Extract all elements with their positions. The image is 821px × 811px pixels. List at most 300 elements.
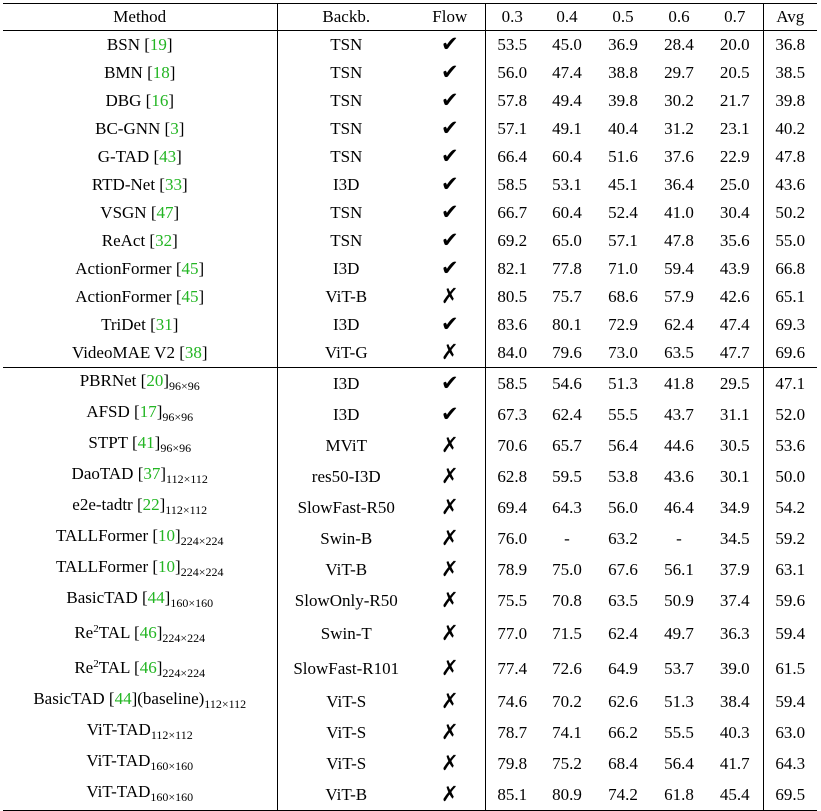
method-cell: TALLFormer $[10]_{224\times 224}$ — [56, 526, 224, 549]
method-cell — [3, 717, 277, 748]
citation-link[interactable]: 44 — [114, 689, 132, 709]
map-value-cell: 28.4 — [664, 35, 694, 55]
check-mark-icon: ✔ — [440, 144, 459, 169]
table-row — [3, 748, 817, 779]
map-value-cell: 38.4 — [719, 691, 750, 711]
map-value-cell: 43.6 — [664, 466, 694, 486]
citation-link[interactable]: 10 — [158, 526, 176, 546]
flow-cell — [415, 748, 485, 779]
flow-cell — [415, 399, 485, 430]
method-name: PBRNet — [79, 371, 137, 391]
method-cell — [3, 748, 277, 779]
map-value-cell: 65.7 — [552, 435, 582, 455]
backbone-cell: MViT — [277, 430, 415, 461]
avg-value-cell: 47.1 — [763, 368, 817, 400]
table-row — [3, 399, 817, 430]
citation-link[interactable]: 32 — [155, 231, 173, 251]
input-resolution: 112×112 — [204, 697, 247, 712]
map-value-cell: 57.8 — [485, 87, 539, 115]
check-mark-icon: ✔ — [440, 312, 459, 337]
backbone-cell: I3D — [277, 255, 415, 283]
map-value-cell: 41.7 — [719, 753, 750, 773]
flow-cell — [415, 461, 485, 492]
method-name: ViT-TAD — [86, 720, 151, 740]
method-cell: STPT $[41]_{96\times 96}$ — [88, 433, 192, 456]
citation-link[interactable]: 22 — [142, 495, 160, 515]
backbone-cell: TSN — [277, 227, 415, 255]
citation-link[interactable]: 44 — [147, 588, 165, 608]
flow-cell — [415, 779, 485, 811]
method-name-rest: TAL — [98, 623, 130, 643]
map-value-cell: 34.5 — [719, 528, 750, 548]
method-name: G-TAD — [97, 147, 150, 167]
table-row — [3, 779, 817, 811]
check-mark-icon: ✔ — [440, 172, 459, 197]
check-mark-icon: ✔ — [440, 88, 459, 113]
map-value-cell: 51.6 — [608, 147, 638, 167]
method-cell: BasicTAD $[44]_{160\times 160}$ — [66, 588, 214, 611]
table-row — [3, 143, 817, 171]
backbone-cell: I3D — [277, 311, 415, 339]
map-value-cell: 39.0 — [719, 658, 750, 678]
header-backbone: Backb. — [277, 4, 415, 31]
table-row — [3, 651, 817, 686]
map-value-cell: 56.0 — [608, 497, 638, 517]
method-superscript: 2 — [93, 623, 99, 636]
citation-link[interactable]: 19 — [149, 35, 167, 55]
flow-cell — [415, 492, 485, 523]
results-table — [3, 3, 817, 811]
map-value-cell: 60.4 — [552, 203, 582, 223]
cross-mark-icon: ✗ — [440, 525, 459, 550]
avg-value-cell: 63.1 — [763, 554, 817, 585]
method-name: BasicTAD — [33, 689, 105, 709]
table-row — [3, 115, 817, 143]
check-mark-icon: ✔ — [440, 116, 459, 141]
header-method: Method — [113, 7, 167, 27]
map-value-cell: 53.8 — [608, 466, 638, 486]
map-value-cell: 79.6 — [552, 343, 582, 363]
map-value-cell: 36.3 — [719, 623, 750, 643]
map-value-cell: 80.5 — [485, 283, 539, 311]
map-value-cell: 77.0 — [485, 616, 539, 651]
input-resolution: 224×224 — [162, 631, 206, 646]
map-value-cell: - — [564, 528, 570, 548]
flow-cell — [415, 430, 485, 461]
cross-mark-icon: ✗ — [440, 463, 459, 488]
table-row — [3, 585, 817, 616]
map-value-cell: 45.4 — [719, 784, 750, 804]
map-value-cell: 64.9 — [608, 658, 638, 678]
map-value-cell: 64.3 — [552, 497, 582, 517]
table-row — [3, 492, 817, 523]
cross-mark-icon: ✗ — [440, 719, 459, 744]
map-value-cell: 77.4 — [485, 651, 539, 686]
map-value-cell: 40.4 — [608, 119, 638, 139]
map-value-cell: 49.1 — [552, 119, 582, 139]
input-resolution: 160×160 — [170, 596, 214, 611]
method-name: STPT — [88, 433, 128, 453]
avg-value-cell: 39.8 — [763, 87, 817, 115]
method-cell: VSGN [47] — [100, 203, 180, 223]
map-value-cell: 82.1 — [485, 255, 539, 283]
citation-link[interactable]: 38 — [184, 343, 202, 363]
method-cell: ReAct [32] — [101, 231, 178, 251]
table-row — [3, 717, 817, 748]
method-cell: e2e-tadtr $[22]_{112\times 112}$ — [72, 495, 208, 518]
method-name: TriDet — [101, 315, 146, 335]
input-resolution: 112×112 — [150, 728, 193, 743]
map-value-cell: 67.3 — [485, 399, 539, 430]
flow-cell — [415, 255, 485, 283]
method-name: ViT-TAD — [86, 782, 151, 802]
table-row — [3, 255, 817, 283]
method-cell: BC-GNN [3] — [95, 119, 185, 139]
map-value-cell: 55.5 — [664, 722, 694, 742]
map-value-cell: - — [676, 528, 682, 548]
cross-mark-icon: ✗ — [440, 750, 459, 775]
map-value-cell: 30.4 — [719, 203, 750, 223]
map-value-cell: 70.2 — [552, 691, 582, 711]
input-resolution: 96×96 — [162, 410, 194, 425]
input-resolution: 224×224 — [162, 666, 206, 681]
map-value-cell: 20.0 — [719, 35, 750, 55]
input-resolution: 112×112 — [166, 472, 208, 487]
avg-value-cell: 53.6 — [763, 430, 817, 461]
map-value-cell: 75.0 — [552, 559, 582, 579]
map-value-cell: 57.1 — [608, 231, 638, 251]
map-value-cell: 78.9 — [485, 554, 539, 585]
avg-value-cell: 52.0 — [763, 399, 817, 430]
backbone-cell: TSN — [277, 115, 415, 143]
map-value-cell: 37.9 — [719, 559, 750, 579]
avg-value-cell: 55.0 — [763, 227, 817, 255]
map-value-cell: 30.2 — [664, 91, 694, 111]
avg-value-cell: 59.4 — [763, 616, 817, 651]
avg-value-cell: 69.5 — [763, 779, 817, 811]
map-value-cell: 59.5 — [552, 466, 582, 486]
map-value-cell: 30.1 — [719, 466, 750, 486]
avg-value-cell: 59.2 — [763, 523, 817, 554]
map-value-cell: 36.4 — [664, 175, 694, 195]
cross-mark-icon: ✗ — [440, 620, 459, 645]
flow-cell — [415, 651, 485, 686]
map-value-cell: 40.3 — [719, 722, 750, 742]
cross-mark-icon: ✗ — [440, 587, 459, 612]
table-row — [3, 339, 817, 368]
map-value-cell: 59.4 — [664, 259, 694, 279]
avg-value-cell: 59.4 — [763, 686, 817, 717]
map-value-cell: 56.1 — [664, 559, 694, 579]
backbone-cell: ViT-S — [277, 748, 415, 779]
avg-value-cell: 43.6 — [763, 171, 817, 199]
map-value-cell: 73.0 — [608, 343, 638, 363]
avg-value-cell: 36.8 — [763, 31, 817, 60]
citation-link[interactable]: 18 — [152, 63, 170, 83]
map-value-cell: 23.1 — [719, 119, 750, 139]
backbone-cell: ViT-B — [277, 554, 415, 585]
map-value-cell: 85.1 — [485, 779, 539, 811]
cross-mark-icon: ✗ — [440, 432, 459, 457]
map-value-cell: 63.2 — [608, 528, 638, 548]
method-cell: DBG [16] — [105, 91, 174, 111]
map-value-cell: 68.4 — [608, 753, 638, 773]
input-resolution: 96×96 — [169, 379, 200, 394]
citation-link[interactable]: 46 — [139, 623, 157, 643]
check-mark-icon: ✔ — [440, 228, 459, 253]
method-cell: TALLFormer $[10]_{224\times 224}$ — [56, 557, 224, 580]
citation-link[interactable]: 41 — [137, 433, 155, 453]
map-value-cell: 74.6 — [485, 686, 539, 717]
avg-value-cell: 65.1 — [763, 283, 817, 311]
table-row — [3, 311, 817, 339]
header-flow: Flow — [432, 7, 468, 27]
method-name: BC-GNN — [95, 119, 161, 139]
input-resolution: 160×160 — [150, 790, 194, 805]
map-value-cell: 70.8 — [552, 590, 582, 610]
flow-cell — [415, 283, 485, 311]
avg-value-cell: 47.8 — [763, 143, 817, 171]
map-value-cell: 29.7 — [664, 63, 694, 83]
map-value-cell: 74.1 — [552, 722, 582, 742]
method-cell: TriDet [31] — [101, 315, 179, 335]
map-value-cell: 66.7 — [485, 199, 539, 227]
map-value-cell: 45.1 — [608, 175, 638, 195]
citation-link[interactable]: 17 — [139, 402, 157, 422]
map-value-cell: 43.7 — [664, 404, 694, 424]
header-iou-0.5: 0.5 — [612, 7, 634, 27]
backbone-cell: res50-I3D — [277, 461, 415, 492]
map-value-cell: 70.6 — [485, 430, 539, 461]
backbone-cell: SlowFast-R101 — [277, 651, 415, 686]
cross-mark-icon: ✗ — [440, 340, 459, 365]
flow-cell — [415, 87, 485, 115]
citation-link[interactable]: 45 — [181, 259, 199, 279]
method-cell: G-TAD [43] — [97, 147, 182, 167]
flow-cell — [415, 339, 485, 368]
check-mark-icon: ✔ — [440, 200, 459, 225]
method-cell: Re$^2$TAL $[46]_{224\times 224}$ — [74, 658, 206, 681]
header-iou-0.6: 0.6 — [668, 7, 690, 27]
map-value-cell: 80.9 — [552, 784, 582, 804]
method-cell: Re$^2$TAL $[46]_{224\times 224}$ — [74, 623, 206, 646]
citation-link[interactable]: 43 — [159, 147, 177, 167]
backbone-cell: I3D — [277, 171, 415, 199]
method-cell — [3, 779, 277, 811]
cross-mark-icon: ✗ — [440, 781, 459, 806]
flow-cell — [415, 31, 485, 60]
map-value-cell: 62.4 — [552, 404, 582, 424]
map-value-cell: 77.8 — [552, 259, 582, 279]
citation-link[interactable]: 16 — [151, 91, 169, 111]
header-avg: Avg — [763, 4, 817, 31]
citation-link[interactable]: 3 — [170, 119, 179, 139]
table-row — [3, 616, 817, 651]
table-row — [3, 171, 817, 199]
check-mark-icon: ✔ — [440, 401, 459, 426]
method-name: AFSD — [86, 402, 130, 422]
map-value-cell: 71.0 — [608, 259, 638, 279]
method-name: VSGN — [100, 203, 147, 223]
citation-link[interactable]: 45 — [181, 287, 199, 307]
map-value-cell: 56.0 — [485, 59, 539, 87]
map-value-cell: 62.4 — [664, 315, 694, 335]
method-name: Re — [74, 623, 94, 643]
map-value-cell: 60.4 — [552, 147, 582, 167]
table-section-feature-based — [3, 31, 817, 368]
map-value-cell: 41.0 — [664, 203, 694, 223]
header-iou-0.3: 0.3 — [485, 4, 539, 31]
map-value-cell: 65.0 — [552, 231, 582, 251]
table-row — [3, 523, 817, 554]
backbone-cell: Swin-T — [277, 616, 415, 651]
cross-mark-icon: ✗ — [440, 688, 459, 713]
map-value-cell: 75.2 — [552, 753, 582, 773]
flow-cell — [415, 143, 485, 171]
map-value-cell: 30.5 — [719, 435, 750, 455]
backbone-cell: ViT-G — [277, 339, 415, 368]
map-value-cell: 31.2 — [664, 119, 694, 139]
avg-value-cell: 64.3 — [763, 748, 817, 779]
map-value-cell: 44.6 — [664, 435, 694, 455]
map-value-cell: 55.5 — [608, 404, 638, 424]
map-value-cell: 62.4 — [608, 623, 638, 643]
method-cell: ActionFormer [45] — [75, 287, 205, 307]
flow-cell — [415, 171, 485, 199]
table-row — [3, 368, 817, 400]
map-value-cell: 39.8 — [608, 91, 638, 111]
table-header — [3, 4, 817, 31]
map-value-cell: 69.4 — [485, 492, 539, 523]
map-value-cell: 63.5 — [608, 590, 638, 610]
citation-link[interactable]: 46 — [139, 658, 157, 678]
map-value-cell: 51.3 — [608, 373, 638, 393]
map-value-cell: 67.6 — [608, 559, 638, 579]
citation-link[interactable]: 10 — [158, 557, 176, 577]
map-value-cell: 83.6 — [485, 311, 539, 339]
citation-link[interactable]: 20 — [146, 371, 164, 391]
map-value-cell: 53.1 — [552, 175, 582, 195]
backbone-cell: I3D — [277, 368, 415, 400]
map-value-cell: 66.2 — [608, 722, 638, 742]
flow-cell — [415, 199, 485, 227]
backbone-cell: TSN — [277, 59, 415, 87]
flow-cell — [415, 115, 485, 143]
map-value-cell: 78.7 — [485, 717, 539, 748]
map-value-cell: 58.5 — [485, 368, 539, 400]
cross-mark-icon: ✗ — [440, 284, 459, 309]
flow-cell — [415, 523, 485, 554]
avg-value-cell: 54.2 — [763, 492, 817, 523]
backbone-cell: ViT-S — [277, 686, 415, 717]
header-iou-0.7: 0.7 — [724, 7, 746, 27]
table-row — [3, 461, 817, 492]
map-value-cell: 50.9 — [664, 590, 694, 610]
header-iou-0.4: 0.4 — [556, 7, 578, 27]
map-value-cell: 43.9 — [719, 259, 750, 279]
method-cell: VideoMAE V2 [38] — [71, 343, 208, 363]
check-mark-icon: ✔ — [440, 60, 459, 85]
method-cell: DaoTAD $[37]_{112\times 112}$ — [71, 464, 208, 487]
input-resolution: 224×224 — [180, 565, 224, 580]
map-value-cell: 54.6 — [552, 373, 582, 393]
flow-cell — [415, 554, 485, 585]
cross-mark-icon: ✗ — [440, 556, 459, 581]
avg-value-cell: 66.8 — [763, 255, 817, 283]
method-name: VideoMAE V2 — [71, 343, 175, 363]
map-value-cell: 57.1 — [485, 115, 539, 143]
table-row — [3, 227, 817, 255]
map-value-cell: 49.4 — [552, 91, 582, 111]
flow-cell — [415, 585, 485, 616]
backbone-cell: SlowFast-R50 — [277, 492, 415, 523]
method-cell: BasicTAD $[44](baseline)_{112\times 112}$ — [33, 689, 247, 712]
flow-cell — [415, 368, 485, 400]
flow-cell — [415, 717, 485, 748]
map-value-cell: 79.8 — [485, 748, 539, 779]
map-value-cell: 31.1 — [719, 404, 750, 424]
backbone-cell: ViT-B — [277, 779, 415, 811]
map-value-cell: 68.6 — [608, 287, 638, 307]
citation-link[interactable]: 47 — [156, 203, 174, 223]
flow-cell — [415, 59, 485, 87]
map-value-cell: 49.7 — [664, 623, 694, 643]
map-value-cell: 72.9 — [608, 315, 638, 335]
map-value-cell: 47.4 — [719, 315, 750, 335]
method-name: RTD-Net — [91, 175, 156, 195]
avg-value-cell: 38.5 — [763, 59, 817, 87]
map-value-cell: 51.3 — [664, 691, 694, 711]
citation-link[interactable]: 31 — [155, 315, 173, 335]
input-resolution: 224×224 — [180, 534, 224, 549]
method-name: ActionFormer — [75, 259, 172, 279]
map-value-cell: 84.0 — [485, 339, 539, 368]
map-value-cell: 71.5 — [552, 623, 582, 643]
cross-mark-icon: ✗ — [440, 494, 459, 519]
method-name: TALLFormer — [56, 557, 149, 577]
table-row — [3, 199, 817, 227]
flow-cell — [415, 686, 485, 717]
map-value-cell: 53.7 — [664, 658, 694, 678]
map-value-cell: 62.6 — [608, 691, 638, 711]
map-value-cell: 72.6 — [552, 658, 582, 678]
citation-link[interactable]: 37 — [143, 464, 161, 484]
avg-value-cell: 61.5 — [763, 651, 817, 686]
check-mark-icon: ✔ — [440, 370, 459, 395]
map-value-cell: 69.2 — [485, 227, 539, 255]
backbone-cell: SlowOnly-R50 — [277, 585, 415, 616]
map-value-cell: 63.5 — [664, 343, 694, 363]
map-value-cell: 80.1 — [552, 315, 582, 335]
map-value-cell: 75.7 — [552, 287, 582, 307]
avg-value-cell: 59.6 — [763, 585, 817, 616]
map-value-cell: 45.0 — [552, 35, 582, 55]
method-cell: AFSD $[17]_{96\times 96}$ — [86, 402, 194, 425]
flow-cell — [415, 616, 485, 651]
map-value-cell: 53.5 — [485, 31, 539, 60]
method-name: Re — [74, 658, 94, 678]
map-value-cell: 37.6 — [664, 147, 694, 167]
avg-value-cell: 50.2 — [763, 199, 817, 227]
table-section-end-to-end — [3, 368, 817, 811]
map-value-cell: 47.8 — [664, 231, 694, 251]
method-suffix: (baseline) — [137, 689, 205, 709]
citation-link[interactable]: 33 — [164, 175, 182, 195]
input-resolution: 112×112 — [165, 503, 208, 518]
table-row — [3, 430, 817, 461]
table-row — [3, 554, 817, 585]
table-row — [3, 87, 817, 115]
